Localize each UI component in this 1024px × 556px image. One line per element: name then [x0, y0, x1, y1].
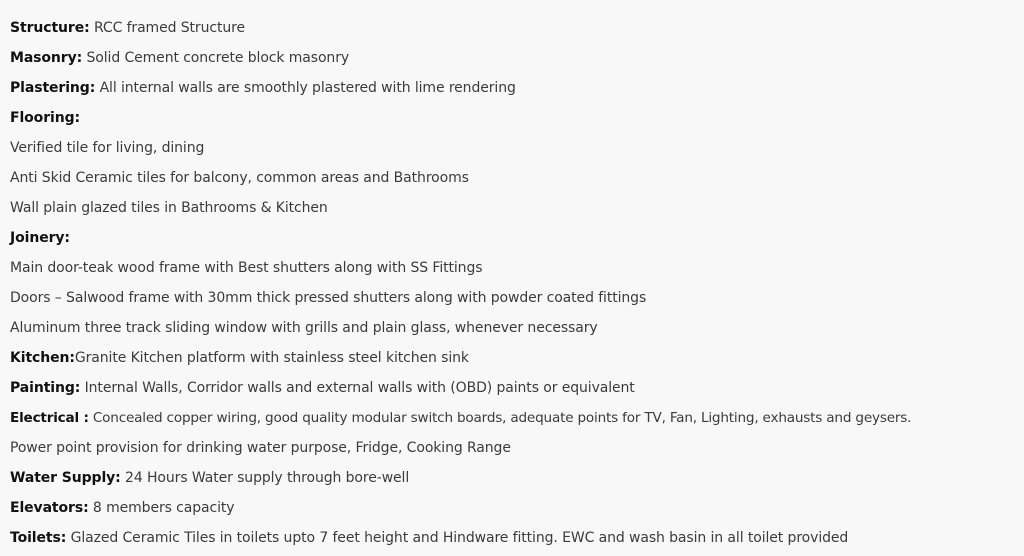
structure-label: Structure:	[10, 20, 90, 36]
toilets-text: Glazed Ceramic Tiles in toilets upto 7 feet height and Hindware fitting. EWC and wash basin in all toilet provided	[66, 530, 849, 546]
elevators-label: Elevators:	[10, 500, 89, 516]
joinery-item: Aluminum three track sliding window with grills and plain glass, whenever necessary	[10, 320, 598, 336]
joinery-heading	[10, 223, 911, 253]
flooring-heading	[10, 103, 911, 133]
kitchen-text: Granite Kitchen platform with stainless steel kitchen sink	[74, 350, 469, 366]
electrical-text: Concealed copper wiring, good quality modular switch boards, adequate points for TV, Fan, Lighting, exhausts and geysers.	[88, 410, 912, 426]
water-supply-text: 24 Hours Water supply through bore-well	[120, 470, 410, 486]
kitchen-label: Kitchen:	[10, 350, 75, 366]
joinery-item: Main door-teak wood frame with Best shutters along with SS Fittings	[10, 260, 483, 276]
water-supply-label: Water Supply:	[10, 470, 121, 486]
painting-label: Painting:	[10, 380, 81, 396]
electrical-label: Electrical :	[10, 410, 89, 426]
toilets-label: Toilets:	[10, 530, 67, 546]
painting-spec	[10, 373, 911, 403]
masonry-label: Masonry:	[10, 50, 83, 66]
painting-text: Internal Walls, Corridor walls and external walls with (OBD) paints or equivalent	[80, 380, 635, 396]
joinery-item: Doors – Salwood frame with 30mm thick pressed shutters along with powder coated fittings	[10, 290, 647, 306]
kitchen-spec	[10, 343, 911, 373]
elevators-text: 8 members capacity	[88, 500, 235, 516]
specifications-list	[10, 13, 911, 553]
plastering-text: All internal walls are smoothly plastered with lime rendering	[95, 80, 516, 96]
water-supply-spec	[10, 463, 911, 493]
masonry-text: Solid Cement concrete block masonry	[82, 50, 350, 66]
elevators-spec	[10, 493, 911, 523]
plastering-label: Plastering:	[10, 80, 96, 96]
flooring-item: Wall plain glazed tiles in Bathrooms & Kitchen	[10, 200, 328, 216]
flooring-item: Verified tile for living, dining	[10, 140, 205, 156]
toilets-spec	[10, 523, 911, 553]
structure-text: RCC framed Structure	[89, 20, 245, 36]
plastering-spec	[10, 73, 911, 103]
electrical-extra: Power point provision for drinking water purpose, Fridge, Cooking Range	[10, 440, 511, 456]
masonry-spec	[10, 43, 911, 73]
flooring-label: Flooring:	[10, 110, 80, 126]
electrical-spec	[10, 403, 911, 433]
joinery-label: Joinery:	[10, 230, 70, 246]
flooring-item: Anti Skid Ceramic tiles for balcony, common areas and Bathrooms	[10, 170, 469, 186]
structure-spec	[10, 13, 911, 43]
